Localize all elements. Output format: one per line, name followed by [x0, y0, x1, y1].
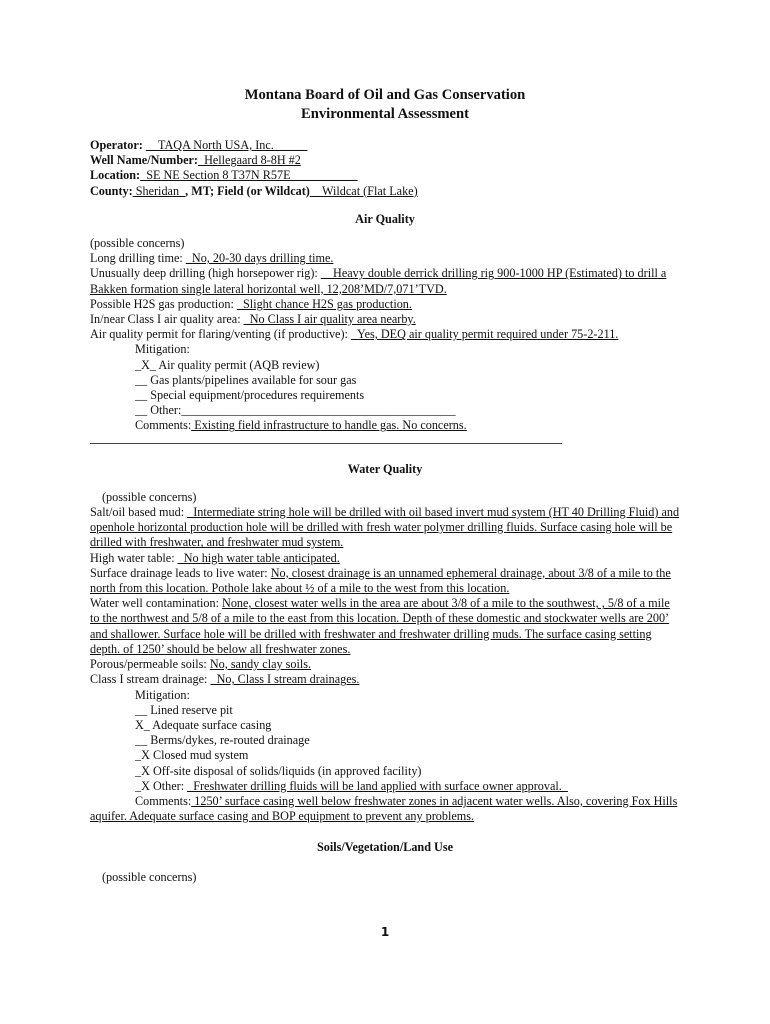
well-value: _Hellegaard 8-8H #2	[197, 153, 301, 168]
county-value: Sheridan_	[132, 183, 186, 198]
document-page	[90, 86, 680, 885]
county-line	[90, 184, 680, 199]
location-line	[90, 168, 680, 183]
air-item: Long drilling time: _No, 20-30 days drilling time.	[90, 251, 334, 266]
page-number: 1	[380, 925, 390, 939]
soils-heading: Soils/Vegetation/Land Use	[316, 840, 453, 855]
air-item: Possible H2S gas production: _Slight chance H2S gas production.	[90, 296, 412, 311]
water-mitigation-item: _X Other: _Freshwater drilling fluids will be land applied with surface owner approval._	[135, 778, 568, 793]
water-mitigation-item: _X Off-site disposal of solids/liquids (in approved facility)	[135, 763, 422, 778]
water-mitigation-item: _X Closed mud system	[135, 748, 249, 763]
air-mitigation-item: _X_ Air quality permit (AQB review)	[135, 357, 320, 372]
well-label: Well Name/Number:	[90, 153, 198, 168]
water-mitigation-block	[90, 688, 680, 794]
air-item: Air quality permit for flaring/venting (if productive): _Yes, DEQ air quality permit required under 75-2-211.	[90, 327, 619, 342]
location-value: _SE NE Section 8 T37N R57E___________	[140, 168, 358, 183]
water-mitigation-item: __ Berms/dykes, re-routed drainage	[135, 733, 310, 748]
air-comments: Comments: Existing field infrastructure to handle gas. No concerns.	[135, 418, 467, 433]
water-mitigation-item: __ Lined reserve pit	[135, 702, 233, 717]
air-item: In/near Class I air quality area: _No Class I air quality area nearby.	[90, 312, 416, 327]
air-mitigation-item: __ Gas plants/pipelines available for sour gas	[135, 372, 357, 387]
document-title-line2: Environmental Assessment	[301, 106, 469, 122]
soils-possible-concerns: (possible concerns)	[102, 869, 197, 884]
water-mitigation-item: X_ Adequate surface casing	[135, 717, 272, 732]
header-block	[90, 138, 680, 199]
water-item: Porous/permeable soils: No, sandy clay soils.	[90, 657, 312, 672]
county-label: County:	[90, 183, 133, 198]
water-item: Class I stream drainage: _No, Class I stream drainages.	[90, 672, 360, 687]
location-label: Location:	[90, 168, 141, 183]
operator-value: __TAQA North USA, Inc.__ ___	[145, 138, 308, 152]
county-rest: , MT; Field (or Wildcat)	[185, 183, 310, 198]
water-item: Water well contamination: None, closest water wells in the area are about 3/8 of a mile to the southwest, , 5/8 of a mile to the northwest and 5/8 of a mile to the east from this location. Depth of these domestic and stockwater wells are 200’ and shallower. Surface hole will be drilled with freshwater and freshwater drilling muds. The surface casing setting depth. of 1250’ should be below all freshwater zones.	[90, 596, 670, 656]
operator-label: Operator:	[90, 138, 143, 152]
air-mitigation-item: __ Special equipment/procedures requirements	[135, 388, 365, 403]
operator-line	[90, 138, 680, 153]
water-item: Surface drainage leads to live water: No, closest drainage is an unnamed ephemeral drainage, about 3/8 of a mile to the north from this location. Pothole lake about ½ of a mile to the west from this location.	[90, 565, 671, 596]
air-quality-heading: Air Quality	[355, 211, 415, 226]
water-possible-concerns: (possible concerns)	[102, 489, 197, 504]
air-possible-concerns: (possible concerns)	[90, 236, 185, 251]
document-title-line1: Montana Board of Oil and Gas Conservation	[244, 87, 526, 103]
water-item: High water table: _No high water table anticipated.	[90, 550, 340, 565]
water-quality-heading: Water Quality	[347, 461, 423, 476]
section-divider	[90, 436, 562, 444]
field-value: __Wildcat (Flat Lake)	[309, 183, 418, 198]
air-mitigation-item: __ Other:_____________________________________________	[135, 403, 456, 418]
water-mitigation-label: Mitigation:	[135, 687, 190, 702]
air-mitigation-label: Mitigation:	[135, 342, 190, 357]
air-mitigation-block	[90, 342, 680, 433]
water-comments: Comments: 1250’ surface casing well below freshwater zones in adjacent water wells. Also, covering Fox Hills aquifer. Adequate surface casing and BOP equipment to prevent any problems.	[90, 793, 678, 824]
water-item: Salt/oil based mud: _Intermediate string hole will be drilled with oil based invert mud system (HT 40 Drilling Fluid) and openhole horizontal production hole will be drilled with fresh water polymer drilling fluids. Surface casing hole will be drilled with freshwater, and freshwater mud system.	[90, 505, 680, 550]
air-item: Unusually deep drilling (high horsepower rig): __Heavy double derrick drilling rig 900-1000 HP (Estimated) to drill a Bakken formation single lateral horizontal well, 12,208’MD/7,071’TVD.	[90, 266, 667, 296]
well-line	[90, 153, 680, 168]
